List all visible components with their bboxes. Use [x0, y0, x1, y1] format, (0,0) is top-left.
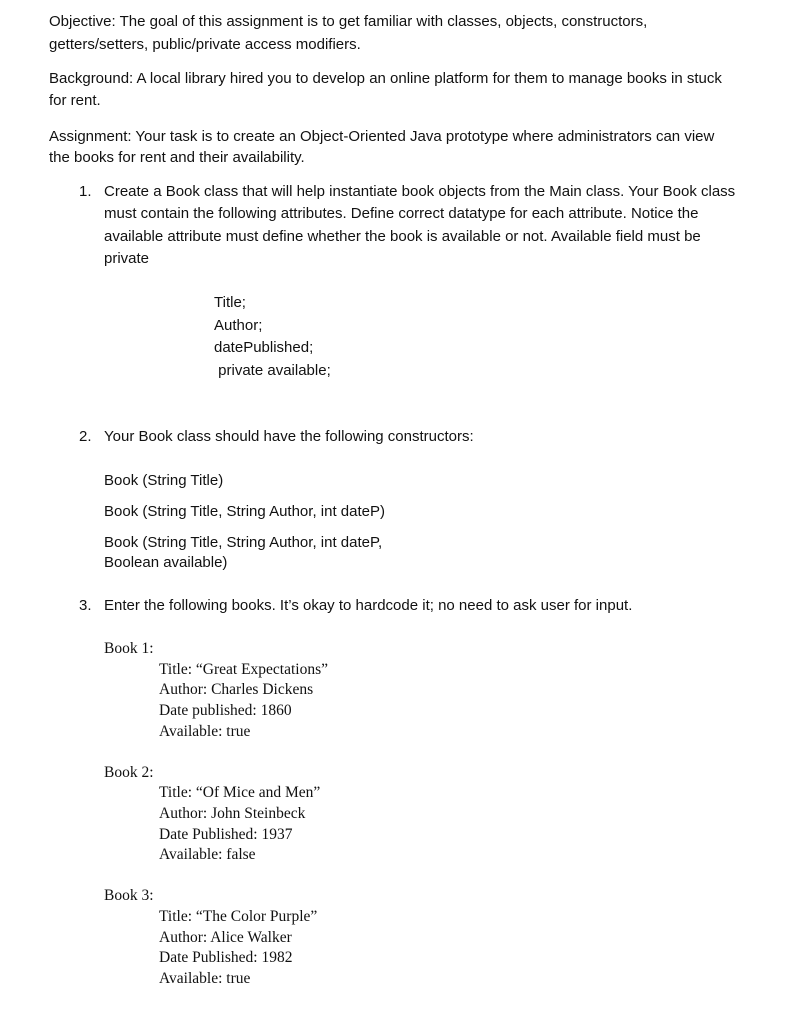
book-3-available: Available: true: [159, 970, 251, 987]
attribute-author: Author;: [214, 317, 263, 334]
attribute-available: private available;: [214, 362, 331, 379]
objective-line-1: Objective: The goal of this assignment is to get familiar with classes, objects, constructors,: [49, 13, 648, 30]
book-1-label: Book 1:: [104, 640, 154, 657]
book-3-label: Book 3:: [104, 887, 154, 904]
book-2-available: Available: false: [159, 846, 256, 863]
list-number-3: 3.: [79, 597, 92, 614]
attribute-date-published: datePublished;: [214, 339, 314, 356]
book-1-author: Author: Charles Dickens: [159, 681, 314, 698]
book-2-author: Author: John Steinbeck: [159, 805, 306, 822]
book-3-date: Date Published: 1982: [159, 949, 293, 966]
book-1-available: Available: true: [159, 723, 251, 740]
item-1-line-2: must contain the following attributes. Define correct datatype for each attribute. Notice the: [104, 205, 699, 222]
assignment-line-2: the books for rent and their availability.: [49, 149, 305, 166]
background-line-1: Background: A local library hired you to develop an online platform for them to manage books in stuck: [49, 70, 722, 87]
item-1-line-4: private: [104, 250, 150, 267]
constructor-3-line-2: Boolean available): [104, 554, 228, 571]
list-number-2: 2.: [79, 428, 92, 445]
book-2-label: Book 2:: [104, 764, 154, 781]
item-1-line-1: Create a Book class that will help instantiate book objects from the Main class. Your Book class: [104, 183, 736, 200]
book-2-date: Date Published: 1937: [159, 826, 293, 843]
constructor-2: Book (String Title, String Author, int dateP): [104, 503, 385, 520]
objective-line-2: getters/setters, public/private access modifiers.: [49, 36, 361, 53]
attribute-title: Title;: [214, 294, 246, 311]
item-1-line-3: available attribute must define whether the book is available or not. Available field must be: [104, 228, 701, 245]
book-3-author: Author: Alice Walker: [159, 929, 292, 946]
item-2-line-1: Your Book class should have the following constructors:: [104, 428, 474, 445]
background-line-2: for rent.: [49, 92, 101, 109]
assignment-line-1: Assignment: Your task is to create an Object-Oriented Java prototype where administrators can view: [49, 128, 715, 145]
book-1-title: Title: “Great Expectations”: [159, 661, 329, 678]
book-2-title: Title: “Of Mice and Men”: [159, 784, 321, 801]
constructor-3-line-1: Book (String Title, String Author, int dateP,: [104, 534, 383, 551]
book-1-date: Date published: 1860: [159, 702, 292, 719]
item-3-line-1: Enter the following books. It’s okay to hardcode it; no need to ask user for input.: [104, 597, 633, 614]
list-number-1: 1.: [79, 183, 92, 200]
book-3-title: Title: “The Color Purple”: [159, 908, 318, 925]
constructor-1: Book (String Title): [104, 472, 224, 489]
